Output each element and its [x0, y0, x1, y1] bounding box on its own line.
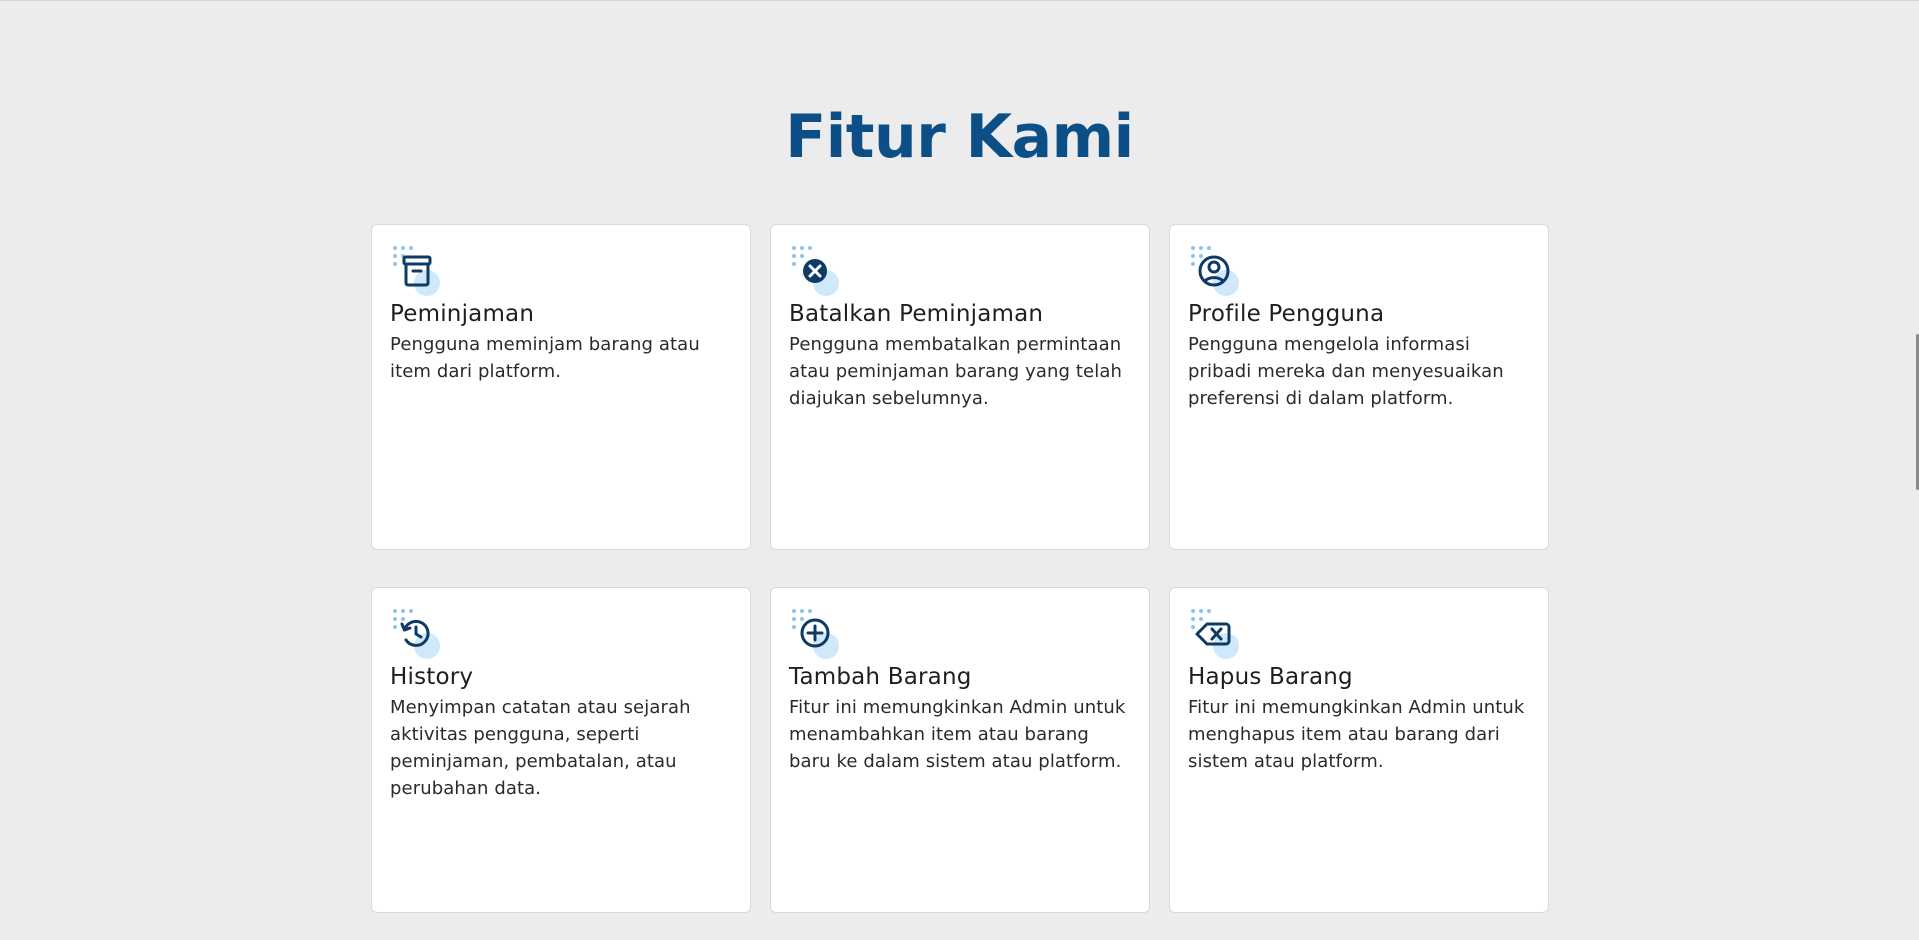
feature-card-profile-pengguna [1169, 224, 1549, 550]
feature-card-history [371, 587, 751, 913]
feature-description: Fitur ini memungkinkan Admin untuk menambahkan item atau barang baru ke dalam sistem atau platform. [789, 697, 1126, 772]
feature-description: Menyimpan catatan atau sejarah aktivitas pengguna, seperti peminjaman, pembatalan, atau perubahan data. [390, 697, 691, 799]
backspace-icon [1188, 608, 1244, 660]
feature-card-hapus-barang [1169, 587, 1549, 913]
feature-description: Pengguna meminjam barang atau item dari platform. [390, 334, 700, 382]
feature-title: Tambah Barang [789, 664, 972, 690]
feature-title: Peminjaman [390, 301, 535, 327]
plus-circle-icon [789, 608, 845, 660]
feature-description: Pengguna membatalkan permintaan atau peminjaman barang yang telah diajukan sebelumnya. [789, 334, 1122, 409]
feature-title: Batalkan Peminjaman [789, 301, 1044, 327]
feature-description: Fitur ini memungkinkan Admin untuk menghapus item atau barang dari sistem atau platform. [1188, 697, 1525, 772]
feature-card-peminjaman [371, 224, 751, 550]
feature-card-batalkan-peminjaman [770, 224, 1150, 550]
x-circle-icon [789, 245, 845, 297]
archive-box-icon [390, 245, 446, 297]
feature-title: Hapus Barang [1188, 664, 1353, 690]
feature-title: Profile Pengguna [1188, 301, 1385, 327]
history-icon [390, 608, 446, 660]
feature-description: Pengguna mengelola informasi pribadi mereka dan menyesuaikan preferensi di dalam platform. [1188, 334, 1504, 409]
features-grid [371, 224, 1549, 913]
user-circle-icon [1188, 245, 1244, 297]
feature-title: History [390, 664, 474, 690]
feature-card-tambah-barang [770, 587, 1150, 913]
section-title: Fitur Kami [785, 102, 1134, 172]
